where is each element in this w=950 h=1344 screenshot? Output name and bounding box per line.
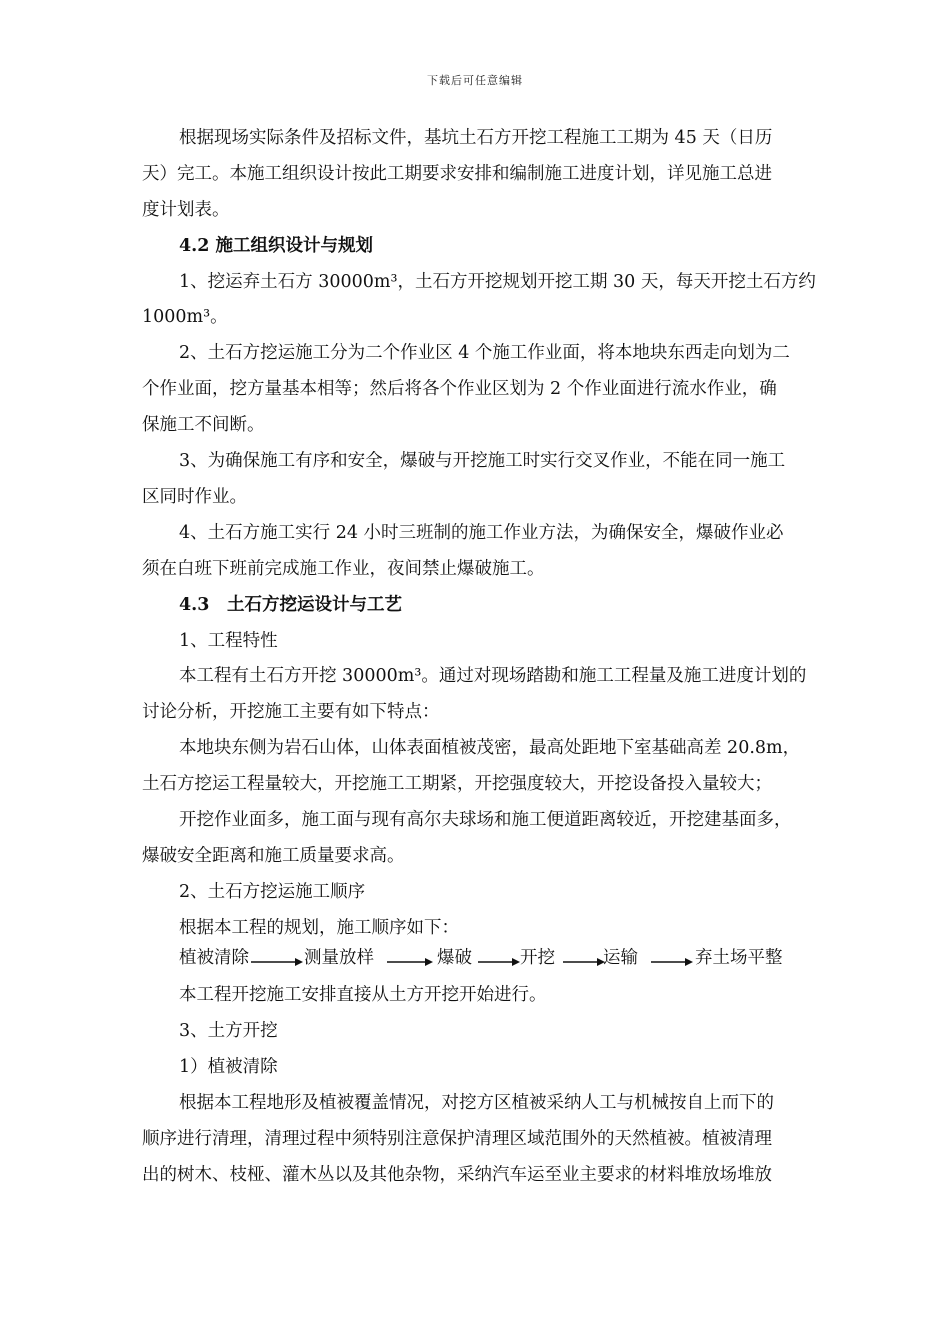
paragraph-line: 本地块东侧为岩石山体，山体表面植被茂密，最高处距地下室基础高差 20.8m， <box>179 738 801 758</box>
list-item-line: 保施工不间断。 <box>142 415 265 435</box>
page-header: 下载后可任意编辑 <box>427 74 523 87</box>
right-arrow-icon <box>251 952 303 966</box>
flow-step: 植被清除 <box>179 948 249 968</box>
list-item-line: 3、为确保施工有序和安全，爆破与开挖施工时实行交叉作业，不能在同一施工 <box>179 451 786 471</box>
list-item-line: 2、土石方挖运施工分为二个作业区 4 个施工作业面，将本地块东西走向划为二 <box>179 343 790 363</box>
subsection-heading: 2、土石方挖运施工顺序 <box>179 882 366 902</box>
list-item-line: 个作业面，挖方量基本相等；然后将各个作业区划为 2 个作业面进行流水作业，确 <box>142 379 777 399</box>
flow-step: 测量放样 <box>304 948 374 968</box>
list-item-line: 1000m³。 <box>142 307 228 327</box>
paragraph-line: 出的树木、枝桠、灌木丛以及其他杂物，采纳汽车运至业主要求的材料堆放场堆放 <box>142 1165 772 1185</box>
right-arrow-icon <box>478 952 520 966</box>
paragraph-line: 讨论分析，开挖施工主要有如下特点： <box>142 702 440 722</box>
subsection-heading: 3、土方开挖 <box>179 1021 278 1041</box>
paragraph-line: 天）完工。本施工组织设计按此工期要求安排和编制施工进度计划，详见施工总进 <box>142 164 772 184</box>
right-arrow-icon <box>387 952 433 966</box>
paragraph-line: 本工程有土石方开挖 30000m³。通过对现场踏勘和施工工程量及施工进度计划的 <box>179 666 807 686</box>
paragraph-line: 根据本工程的规划，施工顺序如下： <box>179 918 459 938</box>
paragraph-line: 本工程开挖施工安排直接从土方开挖开始进行。 <box>179 985 547 1005</box>
flow-step: 开挖 <box>520 948 555 968</box>
flow-step: 弃土场平整 <box>695 948 783 968</box>
section-heading-4-3: 4.3 土石方挖运设计与工艺 <box>179 595 402 615</box>
right-arrow-icon <box>651 952 693 966</box>
paragraph-line: 根据本工程地形及植被覆盖情况，对挖方区植被采纳人工与机械按自上而下的 <box>179 1093 774 1113</box>
paragraph-line: 土石方挖运工程量较大，开挖施工工期紧，开挖强度较大，开挖设备投入量较大； <box>142 774 772 794</box>
right-arrow-icon <box>563 952 605 966</box>
paragraph-line: 度计划表。 <box>142 200 230 220</box>
paragraph-line: 开挖作业面多，施工面与现有高尔夫球场和施工便道距离较近，开挖建基面多， <box>179 810 792 830</box>
paragraph-line: 顺序进行清理，清理过程中须特别注意保护清理区域范围外的天然植被。植被清理 <box>142 1129 772 1149</box>
flow-step: 爆破 <box>437 948 472 968</box>
subsection-heading: 1、工程特性 <box>179 631 278 651</box>
construction-sequence-flow <box>179 946 879 970</box>
paragraph-line: 根据现场实际条件及招标文件，基坑土石方开挖工程施工工期为 45 天（日历 <box>179 128 773 148</box>
list-item-line: 1、挖运弃土石方 30000m³，土石方开挖规划开挖工期 30 天，每天开挖土石方约 <box>179 272 816 292</box>
list-item-line: 区同时作业。 <box>142 487 247 507</box>
list-item-line: 4、土石方施工实行 24 小时三班制的施工作业方法，为确保安全，爆破作业必 <box>179 523 784 543</box>
subsection-heading: 1）植被清除 <box>179 1057 278 1077</box>
flow-step: 运输 <box>603 948 638 968</box>
list-item-line: 须在白班下班前完成施工作业，夜间禁止爆破施工。 <box>142 559 545 579</box>
section-heading-4-2: 4.2 施工组织设计与规划 <box>179 236 374 256</box>
paragraph-line: 爆破安全距离和施工质量要求高。 <box>142 846 405 866</box>
